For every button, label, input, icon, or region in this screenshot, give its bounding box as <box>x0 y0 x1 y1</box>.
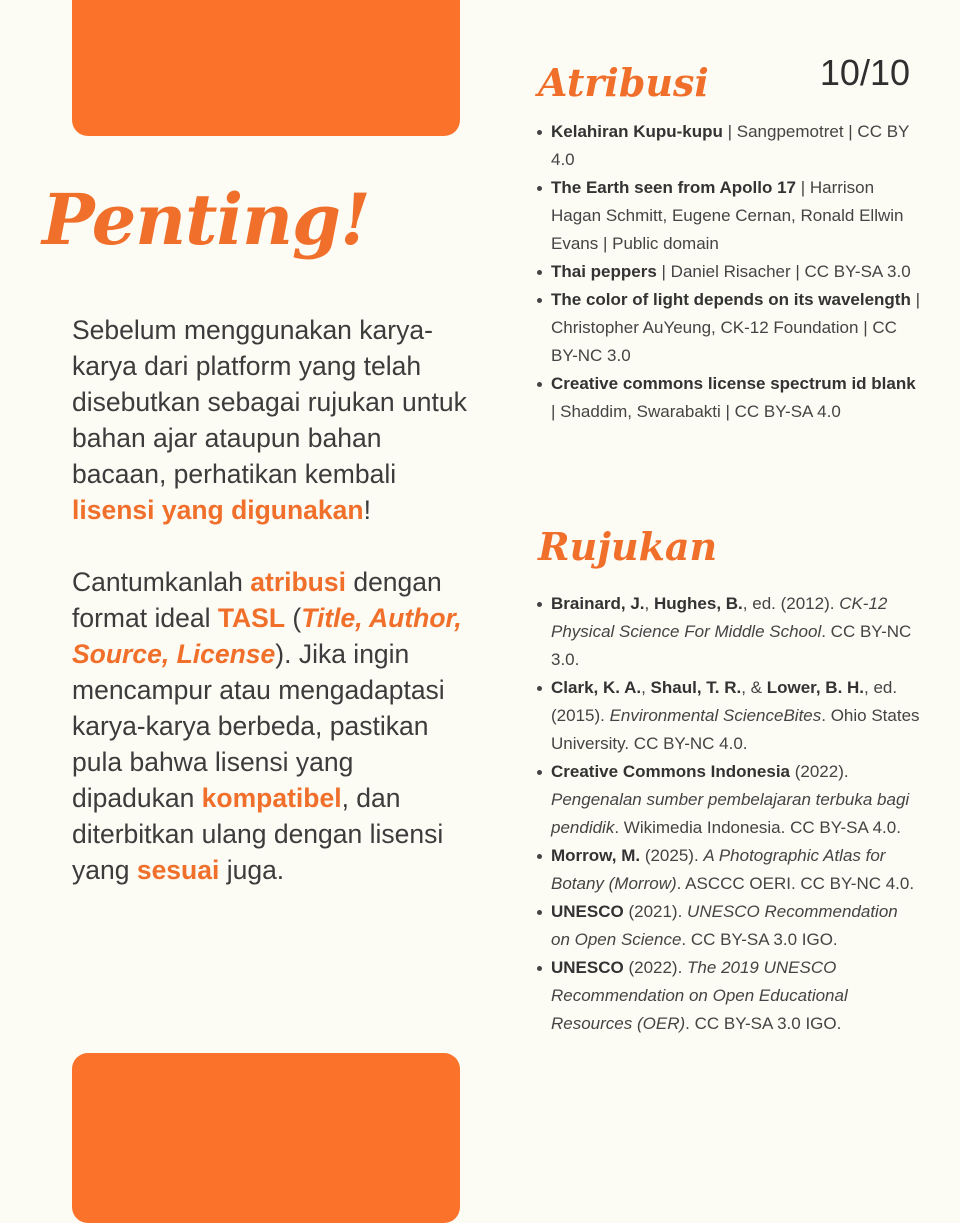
list-item: Kelahiran Kupu-kupu | Sangpemotret | CC BY 4.0 <box>551 118 921 174</box>
decorative-bottom-block <box>72 1053 460 1223</box>
atribusi-list <box>551 118 921 426</box>
highlight-atribusi: atribusi <box>250 567 346 597</box>
highlight-license: lisensi yang digunakan <box>72 495 364 525</box>
list-item: Creative commons license spectrum id blank | Shaddim, Swarabakti | CC BY-SA 4.0 <box>551 370 921 426</box>
page-number: 10/10 <box>819 52 910 93</box>
list-item: The Earth seen from Apollo 17 | Harrison Hagan Schmitt, Eugene Cernan, Ronald Ellwin Evans | Public domain <box>551 174 921 258</box>
highlight-tasl: TASL <box>217 603 286 633</box>
rujukan-title: Rujukan <box>538 524 718 569</box>
list-item: Thai peppers | Daniel Risacher | CC BY-SA 3.0 <box>551 258 921 286</box>
list-item: Clark, K. A., Shaul, T. R., & Lower, B. H., ed. (2015). Environmental ScienceBites. Ohio States University. CC BY-NC 4.0. <box>551 674 921 758</box>
list-item: Brainard, J., Hughes, B., ed. (2012). CK-12 Physical Science For Middle School. CC BY-NC 3.0. <box>551 590 921 674</box>
intro-paragraph-2: Cantumkanlah atribusi dengan format ideal TASL (Title, Author, Source, License). Jika ingin mencampur atau mengadaptasi karya-karya berbeda, pastikan pula bahwa lisensi yang dipadukan kompatibel, dan diterbitkan ulang dengan lisensi yang sesuai juga. <box>72 567 462 885</box>
list-item: Morrow, M. (2025). A Photographic Atlas for Botany (Morrow). ASCCC OERI. CC BY-NC 4.0. <box>551 842 921 898</box>
list-item: UNESCO (2022). The 2019 UNESCO Recommendation on Open Educational Resources (OER). CC BY-SA 3.0 IGO. <box>551 954 921 1038</box>
intro-text <box>72 312 477 888</box>
rujukan-list <box>551 590 921 1038</box>
highlight-sesuai: sesuai <box>136 855 220 885</box>
list-item: The color of light depends on its wavelength | Christopher AuYeung, CK-12 Foundation | CC BY-NC 3.0 <box>551 286 921 370</box>
highlight-tasl-expansion: Title, Author, Source, License <box>72 603 462 669</box>
decorative-top-block <box>72 0 460 136</box>
atribusi-title: Atribusi <box>538 60 709 105</box>
intro-paragraph-1: Sebelum menggunakan karya-karya dari platform yang telah disebutkan sebagai rujukan untuk bahan ajar ataupun bahan bacaan, perhatikan kembali lisensi yang digunakan! <box>72 315 467 525</box>
list-item: UNESCO (2021). UNESCO Recommendation on Open Science. CC BY-SA 3.0 IGO. <box>551 898 921 954</box>
highlight-kompatibel: kompatibel <box>201 783 342 813</box>
page-title: Penting! <box>42 178 370 261</box>
list-item: Creative Commons Indonesia (2022). Pengenalan sumber pembelajaran terbuka bagi pendidik. Wikimedia Indonesia. CC BY-SA 4.0. <box>551 758 921 842</box>
